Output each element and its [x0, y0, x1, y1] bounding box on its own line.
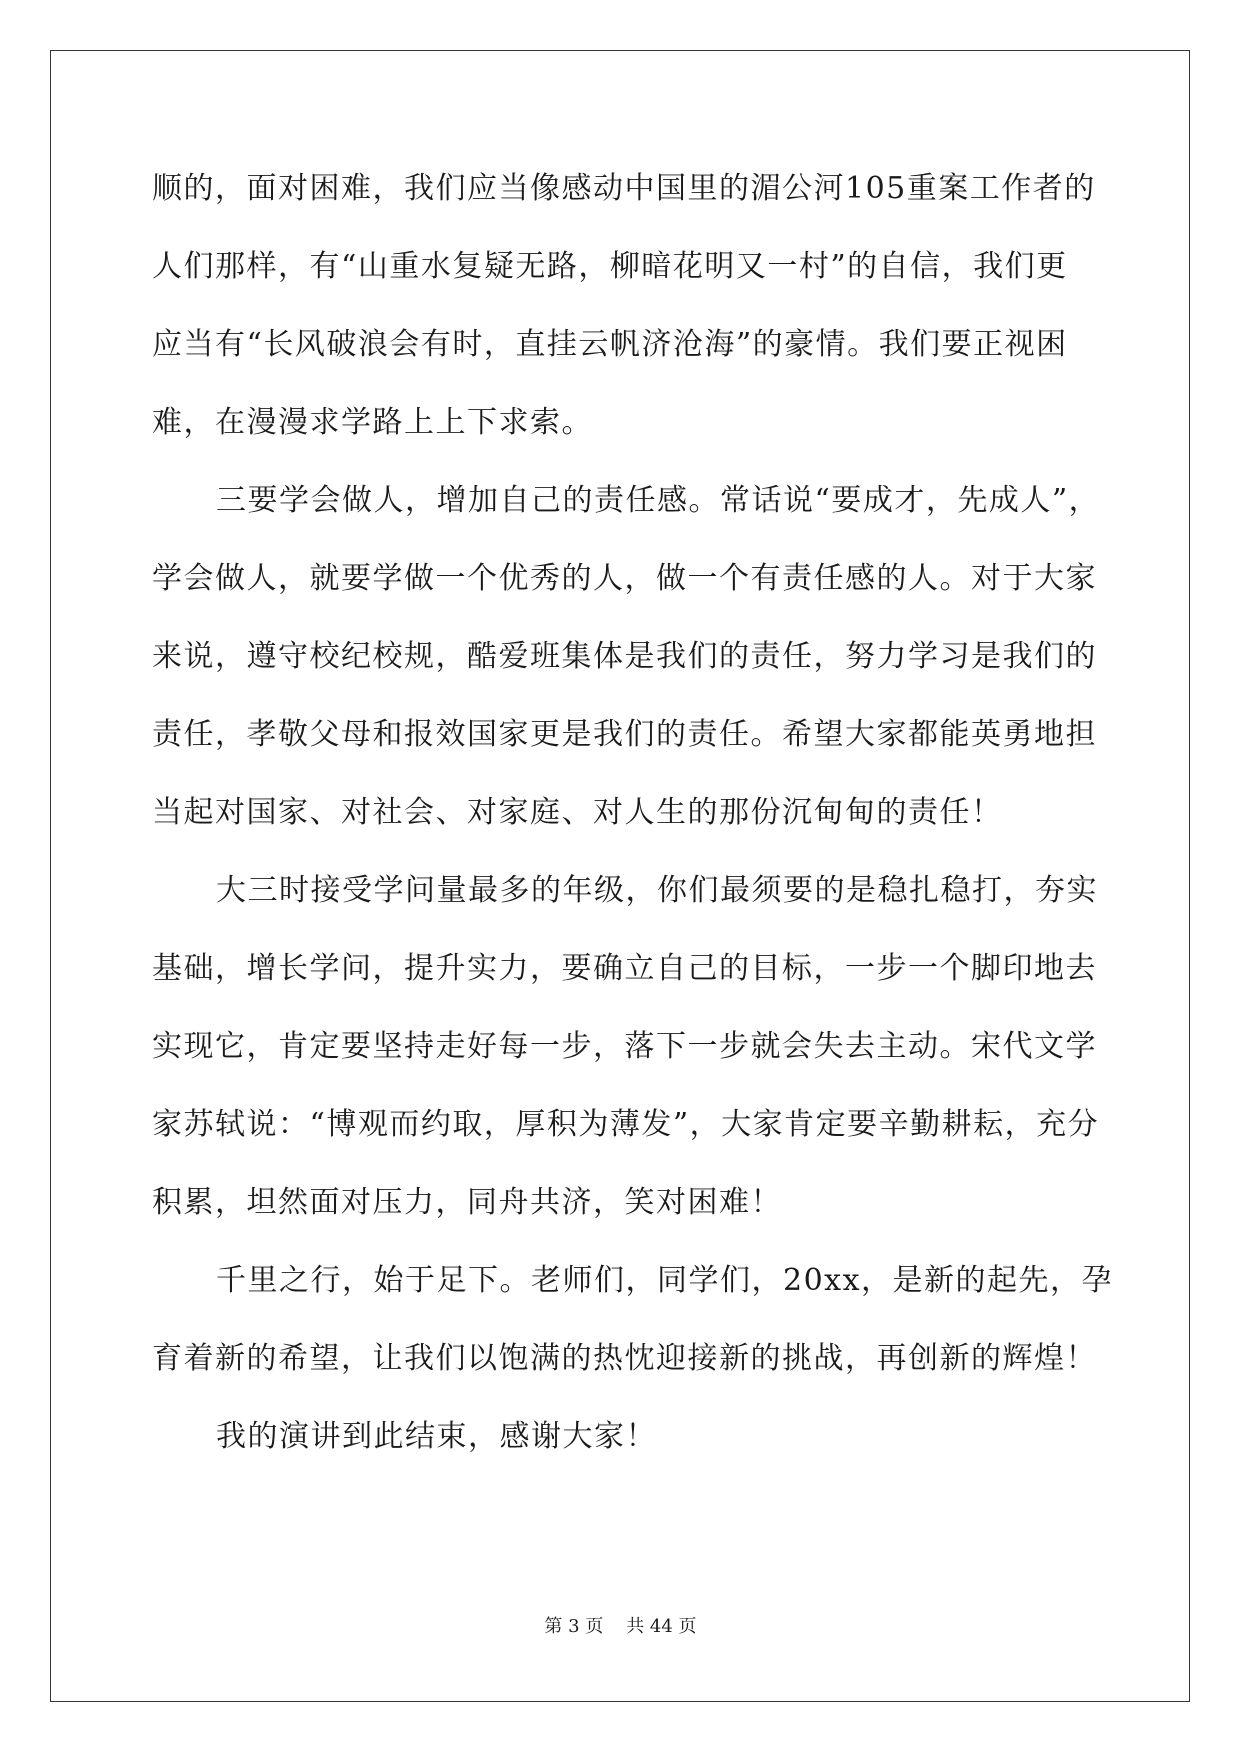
- text-line: 应当有“长风破浪会有时，直挂云帆济沧海”的豪情。我们要正视困: [152, 327, 1068, 362]
- text-line: 育着新的希望，让我们以饱满的热忱迎接新的挑战，再创新的辉煌！: [152, 1341, 1097, 1376]
- text-line: 家苏轼说：“博观而约取，厚积为薄发”，大家肯定要辛勤耕耘，充分: [152, 1107, 1100, 1142]
- page-number-footer: 第 3 页 共 44 页: [544, 1616, 697, 1637]
- text-line: 责任，孝敬父母和报效国家更是我们的责任。希望大家都能英勇地担: [152, 717, 1097, 752]
- document-body: [152, 150, 1114, 1476]
- text-line: 积累，坦然面对压力，同舟共济，笑对困难！: [152, 1185, 782, 1220]
- text-line: 我的演讲到此结束，感谢大家！: [216, 1419, 657, 1454]
- text-line: 大三时接受学问量最多的年级，你们最须要的是稳扎稳打，夯实: [216, 873, 1098, 908]
- text-line: 千里之行，始于足下。老师们，同学们，20xx，是新的起先，孕: [216, 1263, 1114, 1298]
- text-line: 来说，遵守校纪校规，酷爱班集体是我们的责任，努力学习是我们的: [152, 639, 1097, 674]
- text-line: 基础，增长学问，提升实力，要确立自己的目标，一步一个脚印地去: [152, 951, 1097, 986]
- text-line: 三要学会做人，增加自己的责任感。常话说“要成才，先成人”，: [216, 483, 1101, 518]
- text-line: 当起对国家、对社会、对家庭、对人生的那份沉甸甸的责任！: [152, 795, 1003, 830]
- text-line: 难，在漫漫求学路上上下求索。: [152, 405, 593, 440]
- text-line: 学会做人，就要学做一个优秀的人，做一个有责任感的人。对于大家: [152, 561, 1097, 596]
- text-line: 人们那样，有“山重水复疑无路，柳暗花明又一村”的自信，我们更: [152, 249, 1068, 284]
- text-line: 实现它，肯定要坚持走好每一步，落下一步就会失去主动。宋代文学: [152, 1029, 1097, 1064]
- text-line: 顺的，面对困难，我们应当像感动中国里的湄公河105重案工作者的: [152, 171, 1096, 206]
